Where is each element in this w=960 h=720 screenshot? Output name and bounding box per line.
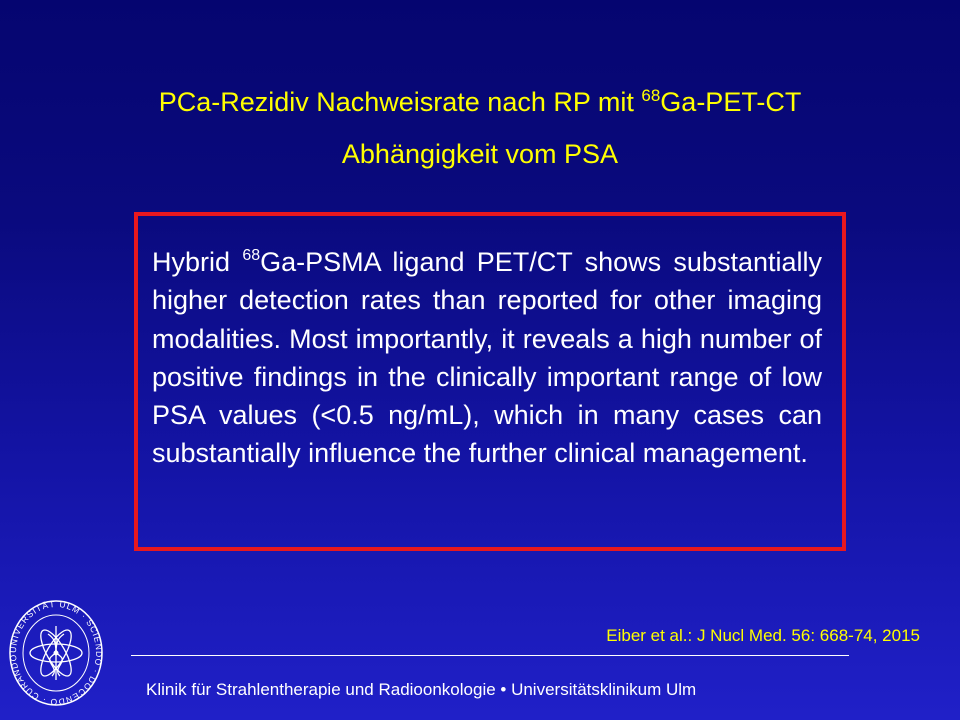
title-prefix: PCa-Rezidiv Nachweisrate nach RP mit <box>158 87 642 117</box>
title-superscript: 68 <box>641 86 661 105</box>
seal-text: UNIVERSITÄT ULM · SCIENDO · DOCENDO · CURANDO <box>8 598 104 708</box>
quote-prefix: Hybrid <box>152 247 243 277</box>
title-suffix: Ga-PET-CT <box>660 87 802 117</box>
slide-title-line2: Abhängigkeit vom PSA <box>341 139 619 169</box>
quote-text <box>152 243 822 473</box>
quote-superscript: 68 <box>242 247 261 264</box>
quote-box <box>134 212 846 551</box>
footer-institution: Klinik für Strahlentherapie und Radioonkologie • Universitätsklinikum Ulm <box>146 680 697 699</box>
university-seal-icon <box>8 598 104 708</box>
slide-title-line1 <box>0 86 960 117</box>
quote-body: Ga-PSMA ligand PET/CT shows substantially higher detection rates than reported for other imaging modalities. Most importantly, it reveals a high number of positive findings in the clinically important range of low PSA values (<0.5 ng/mL), which in many cases can substantially influence the further clinical management. <box>152 247 822 469</box>
footer-divider <box>131 655 849 656</box>
citation: Eiber et al.: J Nucl Med. 56: 668-74, 2015 <box>606 626 920 645</box>
